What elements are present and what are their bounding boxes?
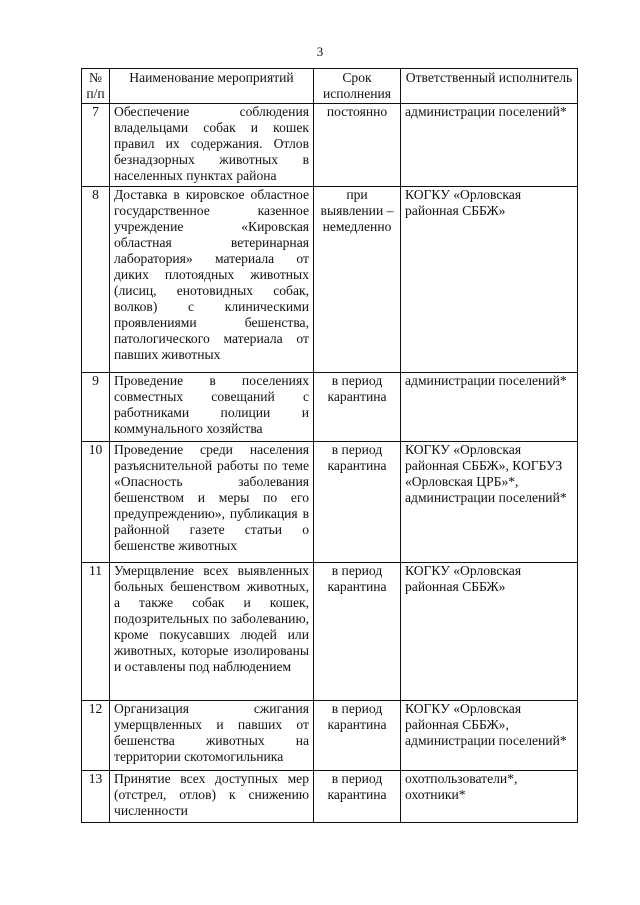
- row-number: 8: [82, 187, 110, 373]
- measures-table: [81, 68, 578, 823]
- row-responsible: КОГКУ «Орловская районная СББЖ», администрации поселений*: [401, 701, 578, 771]
- row-responsible: администрации поселений*: [401, 104, 578, 187]
- row-measure: Умерщвление всех выявленных больных бешенством животных, а также собак и кошек, подозрительных по заболеванию, кроме покусавших людей или животных, которые изолированы и оставлены под наблюдением: [110, 563, 314, 701]
- table-row: [82, 373, 578, 442]
- row-responsible: КОГКУ «Орловская районная СББЖ»: [401, 563, 578, 701]
- row-measure: Проведение среди населения разъяснительной работы по теме «Опасность заболевания бешенством и меры по его предупреждению», публикация в районной газете статьи о бешенстве животных: [110, 442, 314, 563]
- row-term: при выявлении – немедленно: [314, 187, 401, 373]
- header-num: № п/п: [82, 69, 110, 104]
- row-term: в период карантина: [314, 373, 401, 442]
- header-responsible: Ответственный исполнитель: [401, 69, 578, 104]
- row-term: в период карантина: [314, 442, 401, 563]
- row-term: в период карантина: [314, 701, 401, 771]
- row-measure: Организация сжигания умерщвленных и павших от бешенства животных на территории скотомогильника: [110, 701, 314, 771]
- row-measure: Проведение в поселениях совместных совещаний с работниками полиции и коммунального хозяйства: [110, 373, 314, 442]
- table-header-row: [82, 69, 578, 104]
- table-row: [82, 771, 578, 823]
- row-number: 7: [82, 104, 110, 187]
- row-number: 11: [82, 563, 110, 701]
- row-number: 13: [82, 771, 110, 823]
- table-row: [82, 563, 578, 701]
- page-number: 3: [316, 44, 324, 59]
- row-term: в период карантина: [314, 771, 401, 823]
- table-row: [82, 187, 578, 373]
- row-term: постоянно: [314, 104, 401, 187]
- row-number: 9: [82, 373, 110, 442]
- row-measure: Доставка в кировское областное государственное казенное учреждение «Кировская областная ветеринарная лаборатория» материала от диких плотоядных животных (лисиц, енотовидных собак, волков) с клиническими проявлениями бешенства, патологического материала от павших животных: [110, 187, 314, 373]
- row-measure: Принятие всех доступных мер (отстрел, отлов) к снижению численности: [110, 771, 314, 823]
- header-name: Наименование мероприятий: [110, 69, 314, 104]
- table-row: [82, 104, 578, 187]
- row-responsible: администрации поселений*: [401, 373, 578, 442]
- header-term: Срок исполнения: [314, 69, 401, 104]
- row-number: 10: [82, 442, 110, 563]
- row-responsible: охотпользователи*, охотники*: [401, 771, 578, 823]
- row-responsible: КОГКУ «Орловская районная СББЖ», КОГБУЗ «Орловская ЦРБ»*, администрации поселений*: [401, 442, 578, 563]
- row-term: в период карантина: [314, 563, 401, 701]
- row-responsible: КОГКУ «Орловская районная СББЖ»: [401, 187, 578, 373]
- row-measure: Обеспечение соблюдения владельцами собак и кошек правил их содержания. Отлов безнадзорных животных в населенных пунктах района: [110, 104, 314, 187]
- table-row: [82, 701, 578, 771]
- row-number: 12: [82, 701, 110, 771]
- table-row: [82, 442, 578, 563]
